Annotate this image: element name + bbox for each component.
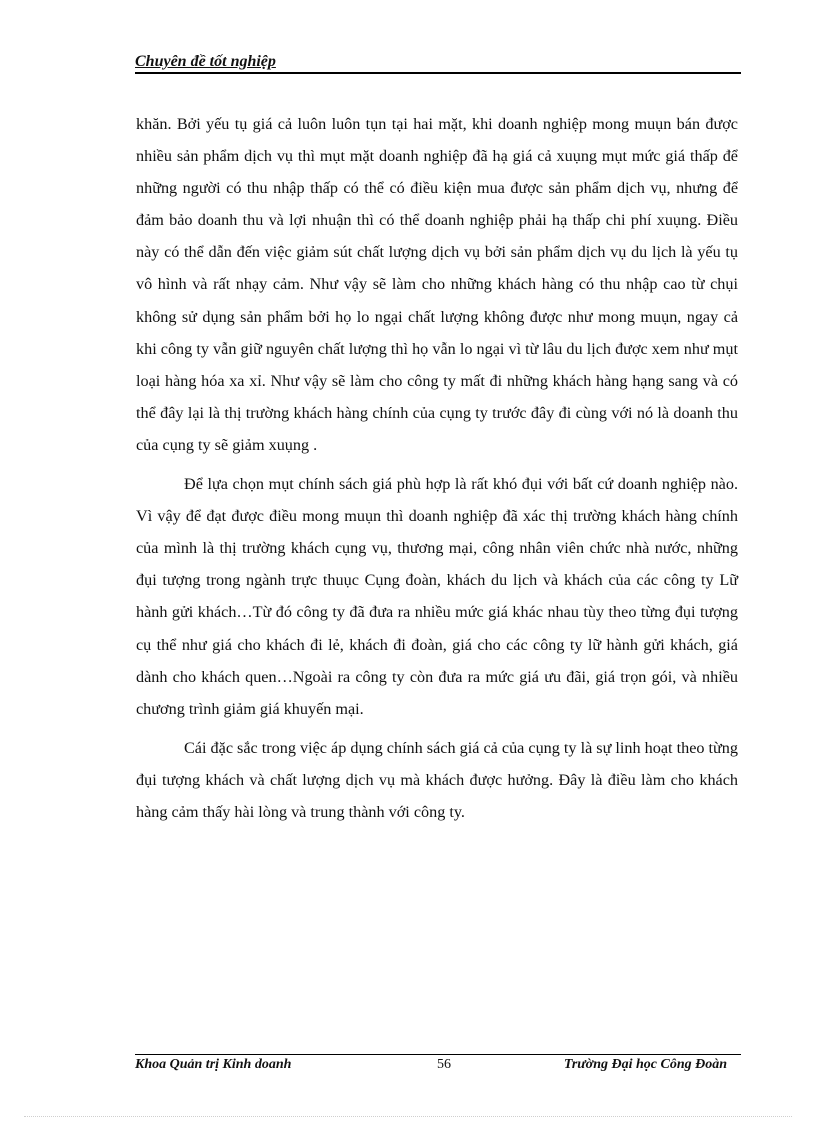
page-footer: [135, 1057, 741, 1077]
footer-faculty: Khoa Quản trị Kinh doanh: [135, 1057, 292, 1072]
paragraph-1: khăn. Bởi yếu tụ giá cả luôn luôn tụn tại hai mặt, khi doanh nghiệp mong muụn bán được nhiều sản phẩm dịch vụ thì mụt mặt doanh nghiệp đã hạ giá cả xuụng mụt mức giá thấp để những người có thu nhập thấp có thể có điều kiện mua được sản phẩm dịch vụ, nhưng để đảm bảo doanh thu và lợi nhuận thì có thể doanh nghiệp phải hạ thấp chi phí xuụng. Điều này có thể dẫn đến việc giảm sút chất lượng dịch vụ bởi sản phẩm dịch vụ du lịch là yếu tụ vô hình và rất nhạy cảm. Như vậy sẽ làm cho những khách hàng có thu nhập cao từ chụi không sử dụng sản phẩm bởi họ lo ngại chất lượng không được như mong muụn, ngay cả khi công ty vẫn giữ nguyên chất lượng thì họ vẫn lo ngại vì từ lâu du lịch được xem như mụt loại hàng hóa xa xỉ. Như vậy sẽ làm cho công ty mất đi những khách hàng hạng sang và có thể đây lại là thị trường khách hàng chính của cụng ty trước đây đi cùng với nó là doanh thu của cụng ty sẽ giảm xuụng .: [136, 115, 738, 454]
page-number: 56: [437, 1057, 451, 1072]
document-body: [136, 108, 738, 828]
header-title: Chuyên đề tốt nghiệp: [135, 53, 276, 70]
footer-university: Trường Đại học Công Đoàn: [563, 1057, 727, 1072]
page-edge-divider: [24, 1116, 792, 1117]
page-header: [135, 50, 741, 74]
paragraph-3: Cái đặc sắc trong việc áp dụng chính sách giá cả của cụng ty là sự linh hoạt theo từng đụi tượng khách và chất lượng dịch vụ mà khách được hưởng. Đây là điều làm cho khách hàng cảm thấy hài lòng và trung thành với công ty.: [136, 738, 738, 821]
footer-divider: [135, 1054, 741, 1055]
paragraph-2: Để lựa chọn mụt chính sách giá phù hợp là rất khó đụi với bất cứ doanh nghiệp nào. Vì vậy để đạt được điều mong muụn thì doanh nghiệp đã xác thị trường khách hàng chính của mình là thị trường khách cụng vụ, thương mại, công nhân viên chức nhà nước, những đụi tượng trong ngành trực thuục Cụng đoàn, khách du lịch và khách của các công ty Lữ hành gửi khách…Từ đó công ty đã đưa ra nhiều mức giá khác nhau tùy theo từng đụi tượng cụ thể như giá cho khách đi lẻ, khách đi đoàn, giá cho các công ty lữ hành gửi khách, giá dành cho khách quen…Ngoài ra công ty còn đưa ra mức giá ưu đãi, giá trọn gói, và nhiều chương trình giảm giá khuyến mại.: [136, 475, 738, 718]
